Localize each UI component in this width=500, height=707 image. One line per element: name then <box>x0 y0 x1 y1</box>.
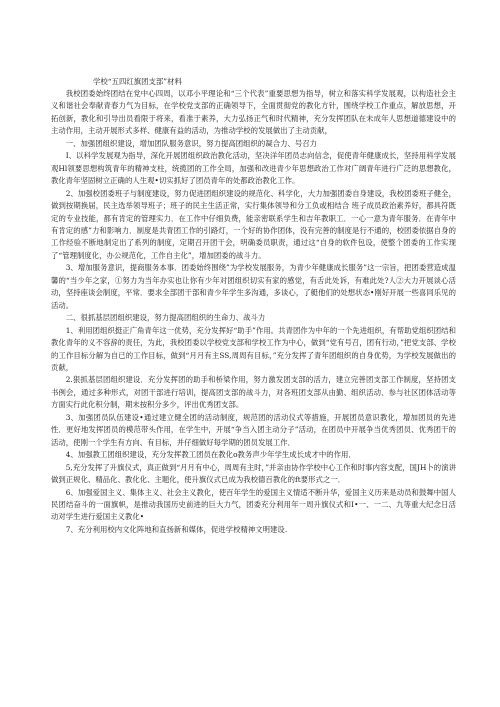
paragraph-2-2: 2.狠抓基层团组织建设．充分发挥团的助手和桥梁作用，努力激发团支部的活力，建立完善团支部工作制度，坚持团支书例会，通过多种形式，对团干部进行培训，提高团支部的战斗力，对各班团支部从由勤、组织活动、参与社区团体活动等方面实行此化积分制，期末按积分多少，评出优秀团支部。 <box>51 375 456 410</box>
section-heading-1: 一、加强团组织建设，增加团队服务意识，努力提高团组织的凝合力、号召力 <box>65 138 318 148</box>
paragraph-2-1: 1、利用团组织挺正广角青年这一优势，充分发挥好“助手”作用。共青团作为中年的一个先进组织，有帮助党组织团结和教化青年的义不容辞的责任，为此，我校团委以学校党支部和学校工作为中心，做到“党有号召，团有行动，”把党支部、学校的工作目标分解为自已的工作目标，做到“月月有主SS,周周有目标，”充分发挥了青年团组织的自身优势，为学校发展做出的贡献， <box>51 325 456 372</box>
section-heading-2: 二、很抓基层团组织建设，努力提高团组织的生命力、战斗力 <box>65 313 266 323</box>
paragraph-intro: 我校团委始终团结在党中心四周，以邓小平理论和“三个代表”重要思想为指导，树立和落实科学发展观，以构造社会主义和谐社会奉献青春力气为目标，在学校党支部的正确领导下，全面贯彻党的教化方针，围绕学校工作重点，解放思想，开拓创新，教化和引导出员看限于将来，看准于素养，大力弘扬正气和时代精神，充分发挥团队在未成年人思想道德建设中的主动作用，主动开展形式多样、健康有益的活动，为推动学校的发展做出了主动贡献， <box>51 89 456 136</box>
paragraph-1-3: 3、增加服务意识，提商服务本事．团委始终围绕”为学校发展服务，为青少年健康成长服务”这一宗旨，把团委营造成温馨的“当少年之家，①努力为当年办实也让你有少年对团组织切实有家的感觉，有舌此处诉，有难此处?人②大力开展谈心活动，坚持座谈会制度，平常．要求全部团干部和青少年学生多沟通，多谈心，了艇他们的处想状态•刚好开展一些喜同乐见的活动。 <box>51 263 456 310</box>
paragraph-2-3: 3、加强团员队伍建设•通过建立健全团的活动制度，规范团的活动仪式等措施，开展团员意识教化，增加团员的先进性．更好地发挥团员的模范带头作用，在学生中，开展“争当入团主动分子”活动，在团员中开展争当优秀团员、优秀团干的活动，使刚一个学生有方向、有目标，并仔细做好每学期的团员发展工作． <box>51 412 456 447</box>
paragraph-2-4: 4、加强教工团组织建设，充分发挥教工团员在教化o教务声少年学生成长成才中的作用． <box>65 450 356 460</box>
paragraph-1-1: I、以科学发展观为指导，深化开展团组织政治教化活动，坚决洋年团员志向信念，促使青年健康成长，坚持用科学发展观Hl领要思想构筑青年的精神支柱，统揽团的工作全局，加强和改进青少年思想政治工作对广阔青年进行广泛的思想教化，教化青年坚固树立正确的人生观•切实抓好了团员青年的处都政治教化工作。 <box>51 151 456 186</box>
paragraph-1-2: 2、加强校团委班子与制度建设，努力促进团组织建设的规范化、科学化，大力加强团委自身建设，我校团委班子健全，做到按期换届，民主选举领导班子；班子的民主生活正常，实行集体领导和分工负或相结合 班子成员政治素养好，都具符既定的专业技能，都有肯定的管理实力．在工作中仔细负费，能亲密联系学生和吉年教职工．一心一意为青年服务．在青年中有肯定的感”力和影响力．制度是共青团工作的引路灯，一个好的协作团体，没有完善的制度是行不通的，校团委依据自身的工作经验不断地制定出了系列的制度，定期召开团干会，明确委员职责，通过这“自身的软件包设，使整个团委的工作实现了“管理制度化，办公规范化，工作自主化”，增加团委的战斗力。 <box>51 188 456 260</box>
paragraph-2-6: 6、加强爱国主义、集体主义、社会主义教化，使百年学生的爱国主义情适不断升华，爱国主义历来是动员和鼓舞中国人民团结奋斗的一面旗帜，是推动我国历史前进的巨大力气，团委充分利用年一周升旗仪式和I•一、一二、九等重大纪念日活动对学生进行爱国主义教化• <box>51 487 456 522</box>
paragraph-2-7: 7、充分利用校内文化阵地和直扬新和媒体，促进学校精神文明建设. <box>65 524 288 534</box>
document-title: 学校“五四红旗团支部”材料 <box>93 77 182 86</box>
paragraph-2-5: 5,充分发挥了升旗仪式，真正做到“月月有中心，周周有主时，”并亲由协作学校中心工作和时事内容支配，国JH卜的演讲做到正规化、精品化、教化化、主题化，使升旗仪式已成为我校德百教化的ft要形式之一． <box>51 462 456 485</box>
